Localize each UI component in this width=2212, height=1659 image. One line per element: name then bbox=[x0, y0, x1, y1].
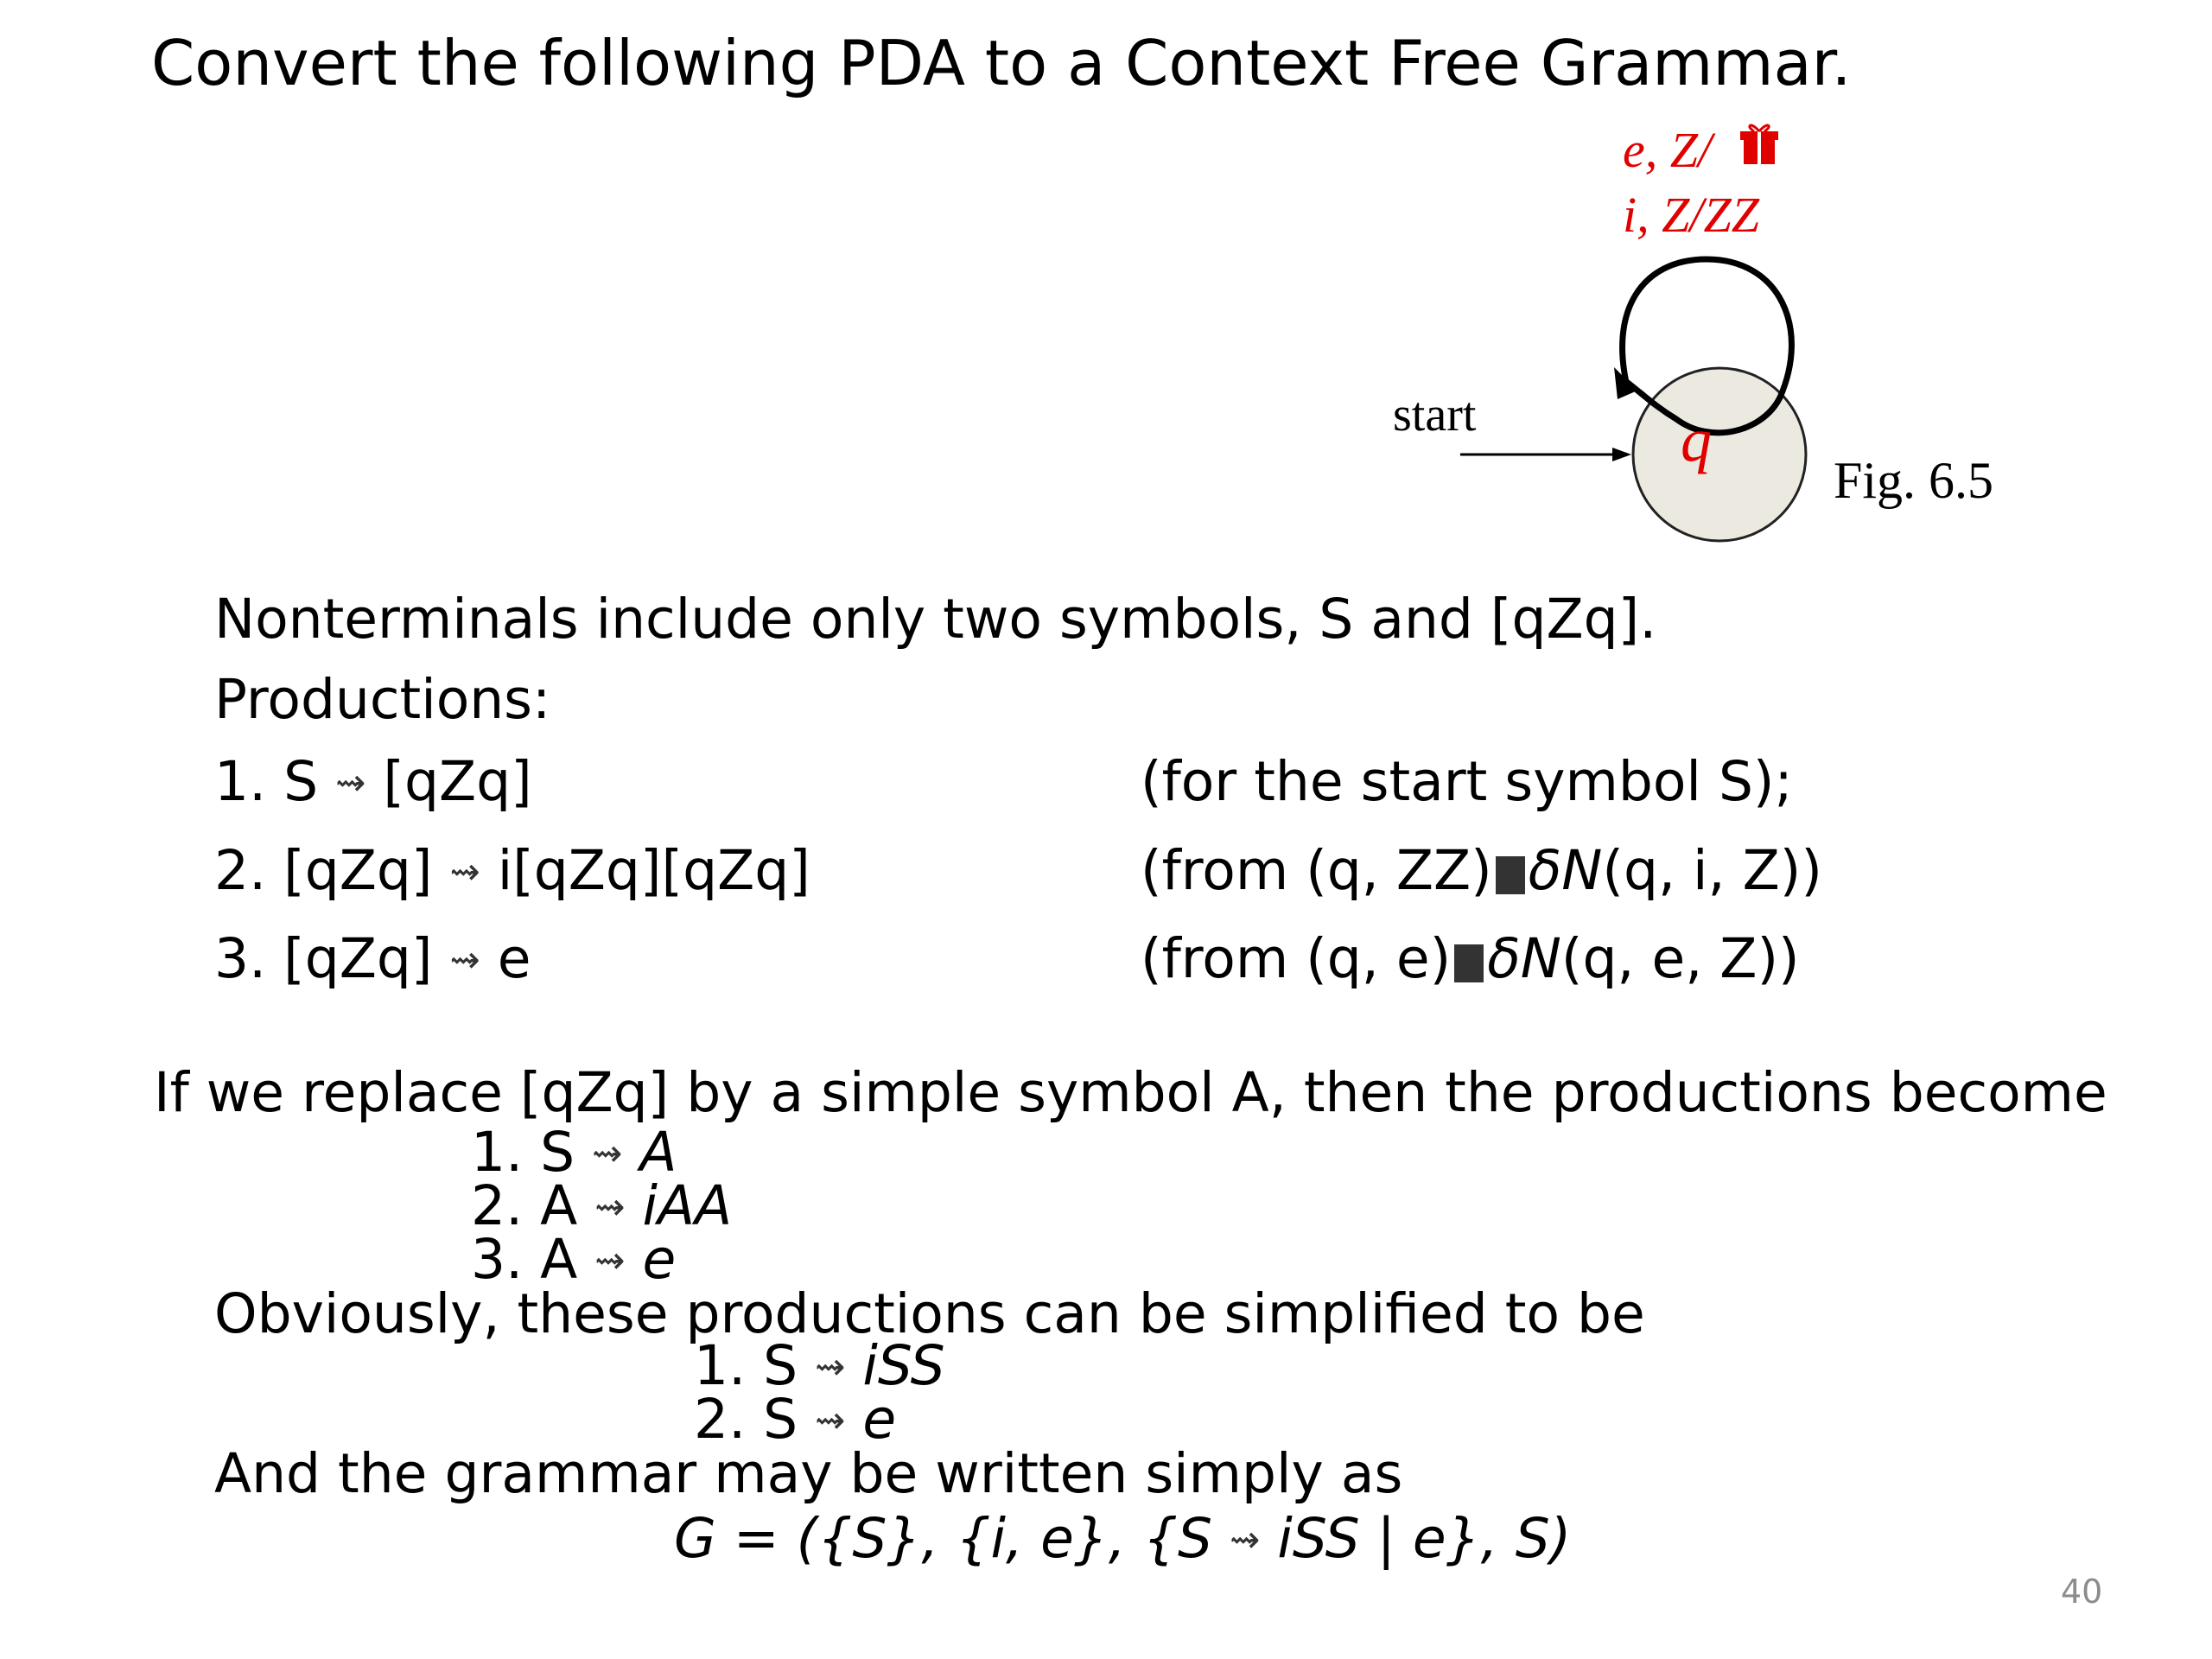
productions-heading: Productions: bbox=[214, 668, 551, 731]
start-arrowhead bbox=[1612, 448, 1631, 461]
state-label: q bbox=[1681, 405, 1712, 474]
rule-3-note-pre: (from (q, e) bbox=[1141, 927, 1452, 990]
replaced-rule-3-rhs: e bbox=[642, 1228, 677, 1291]
masks-glyph: ⇝ bbox=[815, 1345, 846, 1388]
grammar-pre: G = ({S}, {i, e}, {S bbox=[674, 1507, 1213, 1570]
figure-caption: Fig. 6.5 bbox=[1834, 452, 1994, 509]
rule-2-note-post: (q, i, Z)) bbox=[1602, 839, 1822, 902]
replaced-rule-1-rhs: A bbox=[639, 1121, 677, 1184]
slide-title: Convert the following PDA to a Context Free Grammar. bbox=[151, 27, 1852, 99]
masks-glyph: ⇝ bbox=[592, 1132, 623, 1174]
simplified-rule-1-lhs: 1. S bbox=[694, 1334, 798, 1397]
rule-2-note-pre: (from (q, ZZ) bbox=[1141, 839, 1492, 902]
rule-2 bbox=[214, 836, 810, 906]
rule-1-rhs: [qZq] bbox=[383, 750, 532, 813]
rule-1-note: (for the start symbol S); bbox=[1141, 750, 1793, 813]
masks-glyph: ⇝ bbox=[449, 850, 480, 893]
nonterminals-line: Nonterminals include only two symbols, S and [qZq]. bbox=[214, 588, 1657, 651]
replaced-rule-2-rhs: iAA bbox=[642, 1174, 733, 1237]
simplified-rule-2-lhs: 2. S bbox=[694, 1388, 798, 1451]
glyph-placeholder-icon bbox=[1454, 944, 1484, 982]
masks-glyph: ⇝ bbox=[594, 1185, 626, 1228]
simplified-rule-2-rhs: e bbox=[862, 1388, 897, 1451]
rule-3-note-mid: δN bbox=[1487, 927, 1561, 990]
loop-label-1: e, Z/ bbox=[1623, 122, 1713, 178]
simplify-line: Obviously, these productions can be simplified to be bbox=[214, 1282, 1645, 1345]
start-label: start bbox=[1393, 388, 1477, 442]
replaced-rule-2 bbox=[471, 1174, 733, 1237]
rule-3-note-post: (q, e, Z)) bbox=[1560, 927, 1800, 990]
rule-1 bbox=[214, 747, 532, 817]
grammar-intro: And the grammar may be written simply as bbox=[214, 1442, 1403, 1505]
rule-1-lhs: 1. S bbox=[214, 750, 319, 813]
grammar-definition bbox=[674, 1507, 1572, 1570]
replaced-rule-3-lhs: 3. A bbox=[471, 1228, 578, 1291]
loop-label-2: i, Z/ZZ bbox=[1623, 187, 1759, 243]
gift-icon bbox=[1740, 125, 1778, 164]
rule-3 bbox=[214, 925, 531, 995]
simplified-rule-1-rhs: iSS bbox=[862, 1334, 945, 1397]
rule-3-rhs: e bbox=[497, 927, 531, 990]
masks-glyph: ⇝ bbox=[449, 938, 480, 981]
rule-3-note bbox=[1141, 925, 1800, 994]
replaced-rule-2-lhs: 2. A bbox=[471, 1174, 578, 1237]
rule-2-lhs: 2. [qZq] bbox=[214, 839, 433, 902]
rule-3-lhs: 3. [qZq] bbox=[214, 927, 433, 990]
replace-line: If we replace [qZq] by a simple symbol A, then the productions become bbox=[154, 1061, 2107, 1124]
grammar-post: iSS | e}, S) bbox=[1277, 1507, 1572, 1570]
replaced-rule-3 bbox=[471, 1228, 677, 1291]
replaced-rule-1-lhs: 1. S bbox=[471, 1121, 575, 1184]
masks-glyph: ⇝ bbox=[815, 1399, 846, 1441]
page-number: 40 bbox=[2061, 1573, 2103, 1611]
masks-glyph: ⇝ bbox=[594, 1239, 626, 1281]
rule-2-note-mid: δN bbox=[1528, 839, 1603, 902]
masks-glyph: ⇝ bbox=[335, 761, 366, 804]
rule-2-note bbox=[1141, 836, 1822, 906]
masks-glyph: ⇝ bbox=[1230, 1518, 1261, 1560]
simplified-rule-1 bbox=[694, 1334, 945, 1397]
replaced-rule-1 bbox=[471, 1121, 677, 1184]
rule-2-rhs: i[qZq][qZq] bbox=[497, 839, 810, 902]
glyph-placeholder-icon bbox=[1496, 856, 1525, 894]
simplified-rule-2 bbox=[694, 1388, 897, 1451]
